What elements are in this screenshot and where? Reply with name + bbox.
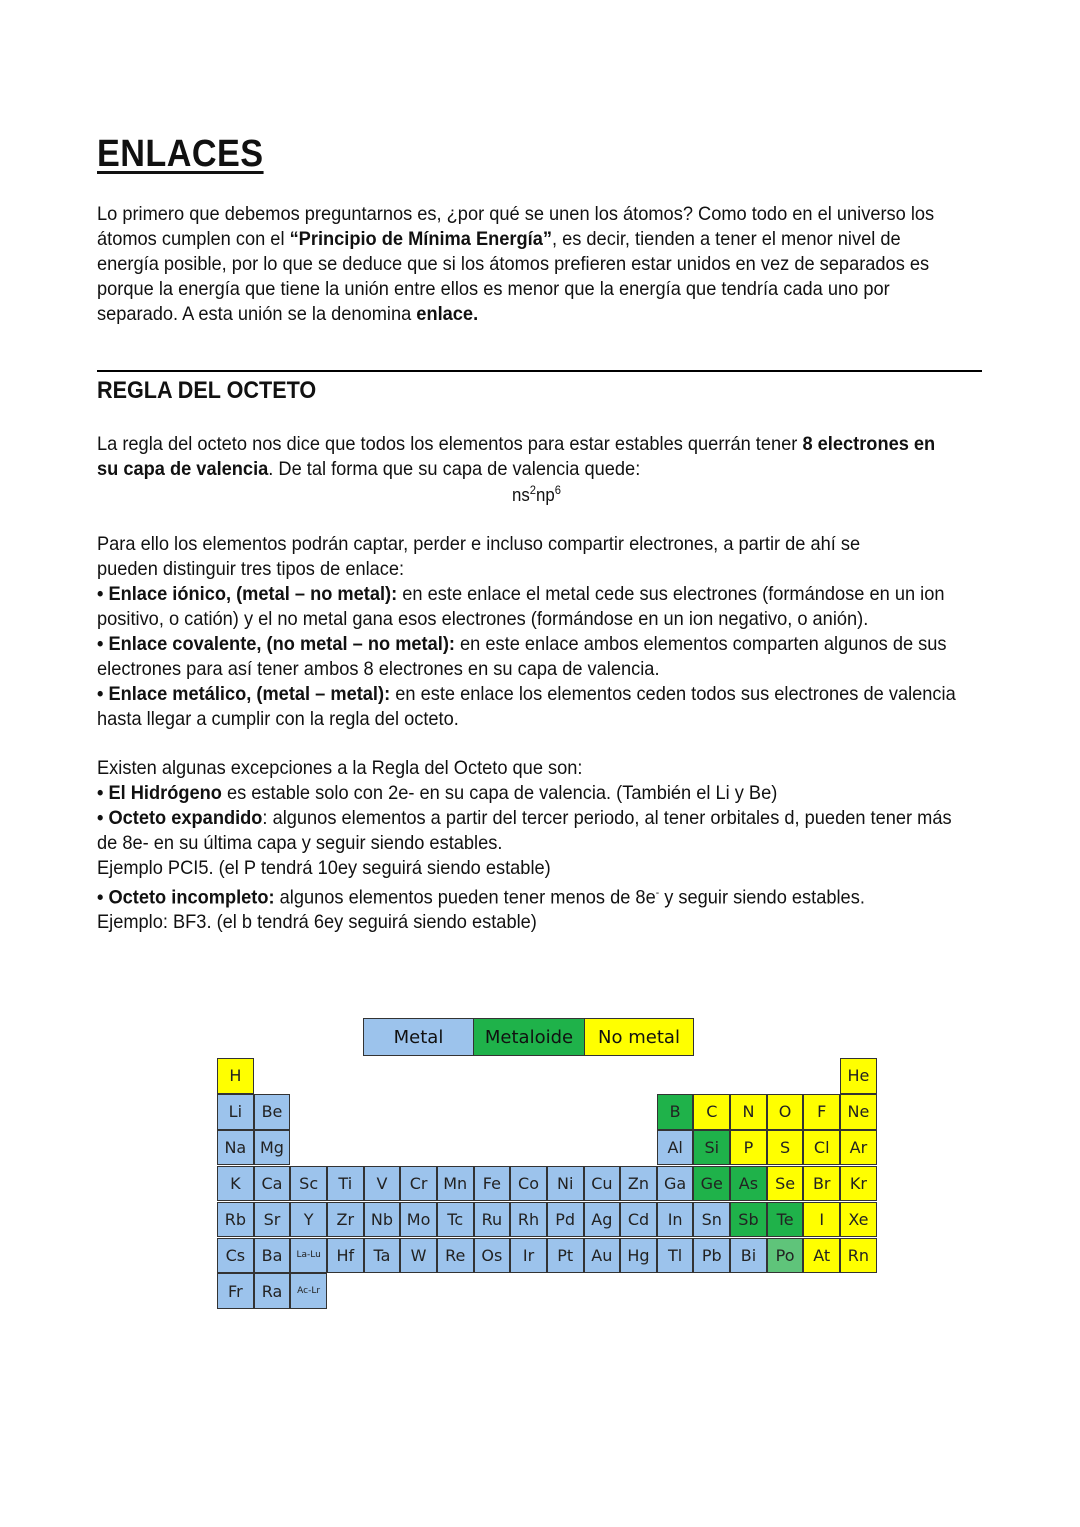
octet-paragraph: [97, 432, 957, 482]
element-mn: Mn: [437, 1166, 474, 1202]
element-po: Po: [767, 1238, 804, 1274]
element-ar: Ar: [840, 1130, 877, 1166]
element-xe: Xe: [840, 1202, 877, 1238]
section-title: REGLA DEL OCTETO: [97, 377, 317, 404]
valence-formula: [512, 483, 561, 506]
element-nb: Nb: [364, 1202, 401, 1238]
element-ra: Ra: [254, 1273, 291, 1309]
element-b: B: [657, 1094, 694, 1130]
element-cu: Cu: [584, 1166, 621, 1202]
element-ag: Ag: [584, 1202, 621, 1238]
element-bi: Bi: [730, 1238, 767, 1274]
legend-nonmetal: No metal: [585, 1019, 693, 1055]
element-al: Al: [657, 1130, 694, 1166]
element-au: Au: [584, 1238, 621, 1274]
element-at: At: [803, 1238, 840, 1274]
hydrogen-exception: [97, 781, 957, 806]
element-tl: Tl: [657, 1238, 694, 1274]
element-cl: Cl: [803, 1130, 840, 1166]
legend-metaloid: Metaloide: [474, 1019, 585, 1055]
intro-text-1: Lo primero que debemos preguntarnos es, ¿por qué se unen los átomos? Como todo en el universo los átomos cumplen con el: [97, 203, 935, 250]
incomplete-octet-label: • Octeto incompleto:: [97, 886, 275, 909]
incomplete-octet-sup: -: [655, 886, 660, 899]
element-cd: Cd: [620, 1202, 657, 1238]
element-fe: Fe: [474, 1166, 511, 1202]
octet-text-1: La regla del octeto nos dice que todos los elementos para estar estables querrán tener: [97, 433, 803, 455]
element-s: S: [767, 1130, 804, 1166]
element-pt: Pt: [547, 1238, 584, 1274]
element-ba: Ba: [254, 1238, 291, 1274]
element-sc: Sc: [290, 1166, 327, 1202]
expanded-octet-label: • Octeto expandido: [97, 806, 263, 829]
covalent-bond-label: • Enlace covalente, (no metal – no metal):: [97, 632, 455, 655]
element-ni: Ni: [547, 1166, 584, 1202]
hydrogen-label: • El Hidrógeno: [97, 781, 222, 804]
element-mg: Mg: [254, 1130, 291, 1166]
ionic-bond-text: en este enlace el metal cede sus electrones (formándose en un ion positivo, o catión) y el no metal gana esos electrones (formándose en un ion negativo, o anión).: [97, 583, 945, 630]
element-te: Te: [767, 1202, 804, 1238]
element-ir: Ir: [510, 1238, 547, 1274]
element-pb: Pb: [693, 1238, 730, 1274]
element-cr: Cr: [400, 1166, 437, 1202]
element-ta: Ta: [364, 1238, 401, 1274]
element-sr: Sr: [254, 1202, 291, 1238]
formula-ns-sup: 2: [529, 483, 537, 497]
legend-metal: Metal: [364, 1019, 474, 1055]
periodic-table: [217, 1058, 879, 1308]
element-tc: Tc: [437, 1202, 474, 1238]
intro-text-2: , es decir, tienden a tener el menor nivel de energía posible, por lo que se deduce que si los átomos prefieren estar unidos en vez de separados es porque la energía que tiene la unión entre ellos es menor que la energía que tendría cada uno por separado. A esta unión se la denomina: [97, 227, 930, 325]
element-co: Co: [510, 1166, 547, 1202]
expanded-octet-text: : algunos elementos a partir del tercer periodo, al tener orbitales d, pueden tener más de 8e- en su última capa y seguir siendo estables.: [97, 806, 952, 854]
metallic-bond-label: • Enlace metálico, (metal – metal):: [97, 682, 391, 705]
element-he: He: [840, 1058, 877, 1094]
element-ru: Ru: [474, 1202, 511, 1238]
covalent-bond-item: [97, 632, 957, 682]
element-fr: Fr: [217, 1273, 254, 1309]
element-rb: Rb: [217, 1202, 254, 1238]
element-in: In: [657, 1202, 694, 1238]
element-rh: Rh: [510, 1202, 547, 1238]
element-pd: Pd: [547, 1202, 584, 1238]
element-i: I: [803, 1202, 840, 1238]
incomplete-octet-example: Ejemplo: BF3. (el b tendrá 6ey seguirá siendo estable): [97, 910, 537, 933]
element-v: V: [364, 1166, 401, 1202]
incomplete-octet-text-1: algunos elementos pueden tener menos de 8e: [274, 886, 656, 909]
incomplete-octet-exception: [97, 881, 957, 910]
page-title: ENLACES: [97, 133, 264, 175]
element-c: C: [693, 1094, 730, 1130]
covalent-bond-text: en este enlace ambos elementos comparten algunos de sus electrones para así tener ambos 8 electrones en su capa de valencia.: [97, 632, 947, 680]
element-hf: Hf: [327, 1238, 364, 1274]
periodic-table-legend: [363, 1018, 694, 1056]
formula-ns: ns: [512, 485, 530, 505]
expanded-octet-exception: [97, 806, 957, 856]
metallic-bond-item: [97, 682, 957, 732]
element-h: H: [217, 1058, 254, 1094]
element-si: Si: [693, 1130, 730, 1166]
intro-paragraph: [97, 202, 957, 327]
element-y: Y: [290, 1202, 327, 1238]
element-ac-lr: Ac-Lr: [290, 1273, 327, 1309]
element-n: N: [730, 1094, 767, 1130]
element-ne: Ne: [840, 1094, 877, 1130]
incomplete-octet-text-2: y seguir siendo estables.: [659, 886, 865, 909]
intro-bold-2: enlace.: [416, 302, 479, 325]
element-kr: Kr: [840, 1166, 877, 1202]
formula-np-sup: 6: [554, 483, 562, 497]
element-zn: Zn: [620, 1166, 657, 1202]
formula-np: np: [536, 485, 555, 505]
exceptions-section: [97, 756, 957, 935]
element-f: F: [803, 1094, 840, 1130]
element-mo: Mo: [400, 1202, 437, 1238]
element-rn: Rn: [840, 1238, 877, 1274]
element-ca: Ca: [254, 1166, 291, 1202]
element-la-lu: La-Lu: [290, 1238, 327, 1274]
element-k: K: [217, 1166, 254, 1202]
element-br: Br: [803, 1166, 840, 1202]
element-re: Re: [437, 1238, 474, 1274]
octet-text-2: . De tal forma que su capa de valencia quede:: [268, 457, 641, 480]
hydrogen-text: es estable solo con 2e- en su capa de valencia. (También el Li y Be): [221, 781, 778, 804]
element-cs: Cs: [217, 1238, 254, 1274]
octet-bold: 8 electrones en su capa de valencia: [97, 433, 936, 480]
element-o: O: [767, 1094, 804, 1130]
bond-types-list: [97, 582, 957, 731]
ionic-bond-label: • Enlace iónico, (metal – no metal):: [97, 583, 398, 605]
expanded-octet-example: Ejemplo PCI5. (el P tendrá 10ey seguirá siendo estable): [97, 856, 551, 879]
element-p: P: [730, 1130, 767, 1166]
element-os: Os: [474, 1238, 511, 1274]
element-se: Se: [767, 1166, 804, 1202]
exceptions-lead: Existen algunas excepciones a la Regla del Octeto que son:: [97, 757, 583, 779]
element-w: W: [400, 1238, 437, 1274]
element-hg: Hg: [620, 1238, 657, 1274]
element-as: As: [730, 1166, 767, 1202]
bond-types-lead: [97, 532, 910, 582]
ionic-bond-item: [97, 582, 957, 632]
element-ga: Ga: [657, 1166, 694, 1202]
section-divider: [97, 370, 982, 372]
intro-bold-1: “Principio de Mínima Energía”: [289, 227, 552, 250]
element-sn: Sn: [693, 1202, 730, 1238]
bond-types-lead-text: Para ello los elementos podrán captar, perder e incluso compartir electrones, a partir de ahí se pueden distinguir tres tipos de enlace:: [97, 533, 861, 580]
element-zr: Zr: [327, 1202, 364, 1238]
element-be: Be: [254, 1094, 291, 1130]
element-ge: Ge: [693, 1166, 730, 1202]
element-li: Li: [217, 1094, 254, 1130]
element-ti: Ti: [327, 1166, 364, 1202]
element-na: Na: [217, 1130, 254, 1166]
metallic-bond-text: en este enlace los elementos ceden todos sus electrones de valencia hasta llegar a cumplir con la regla del octeto.: [97, 682, 956, 730]
element-sb: Sb: [730, 1202, 767, 1238]
